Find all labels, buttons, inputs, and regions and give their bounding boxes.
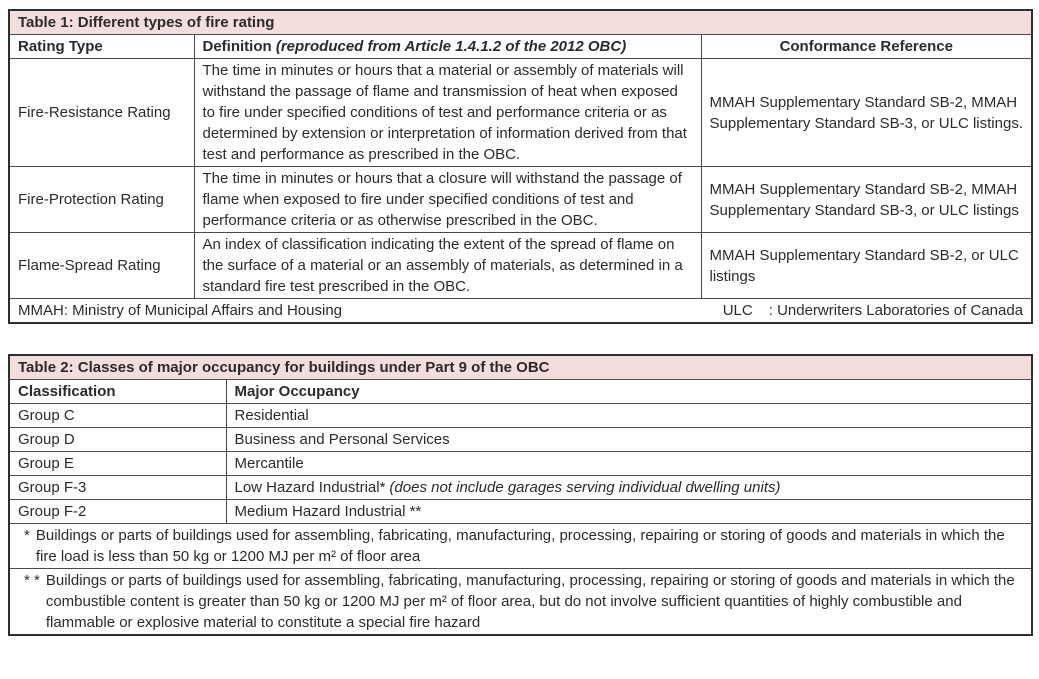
table-row bbox=[9, 404, 1032, 428]
table1-header-definition bbox=[194, 35, 701, 59]
table1-footer-cell bbox=[9, 299, 1032, 324]
table1-title: Table 1: Different types of fire rating bbox=[9, 10, 1032, 35]
mmah-abbreviation: MMAH: Ministry of Municipal Affairs and Housing bbox=[18, 302, 343, 319]
ulc-text: : Underwriters Laboratories of Canada bbox=[768, 302, 1024, 319]
rating-type-cell: Flame-Spread Rating bbox=[9, 233, 194, 299]
footnote-row bbox=[9, 524, 1032, 569]
conformance-cell: MMAH Supplementary Standard SB-2, MMAH Supplementary Standard SB-3, or ULC listings. bbox=[701, 59, 1032, 167]
footnote-1-cell bbox=[9, 524, 1032, 569]
occupancy-cell bbox=[226, 476, 1032, 500]
occupancy-text: Low Hazard Industrial* bbox=[234, 479, 386, 496]
conformance-cell: MMAH Supplementary Standard SB-2, MMAH Supplementary Standard SB-3, or ULC listings bbox=[701, 167, 1032, 233]
table-row bbox=[9, 476, 1032, 500]
footnote-2-text: Buildings or parts of buildings used for assembling, fabricating, manufacturing, processing, repairing or storing of goods and materials in which the combustible content is greater than 50 kg or 1200 MJ per m² of floor area, but do not involve sufficient quantities of highly combustible and flammable or explosive material to constitute a special fire hazard bbox=[45, 572, 1015, 631]
table-row bbox=[9, 167, 1032, 233]
classification-cell: Group C bbox=[9, 404, 226, 428]
definition-cell: An index of classification indicating the extent of the spread of flame on the surface of a material or an assembly of materials, as determined in a standard fire test prescribed in the OBC. bbox=[194, 233, 701, 299]
conformance-cell: MMAH Supplementary Standard SB-2, or ULC listings bbox=[701, 233, 1032, 299]
occupancy-cell bbox=[226, 428, 1032, 452]
table1-header-row bbox=[9, 35, 1032, 59]
definition-header-note: (reproduced from Article 1.4.1.2 of the 2012 OBC) bbox=[275, 38, 627, 55]
table-row bbox=[9, 428, 1032, 452]
occupancy-text: Mercantile bbox=[234, 455, 304, 472]
table1-header-conformance: Conformance Reference bbox=[701, 35, 1032, 59]
definition-header-label: Definition bbox=[202, 38, 272, 55]
fire-rating-table bbox=[8, 9, 1033, 324]
table-row bbox=[9, 59, 1032, 167]
footnote-1-text: Buildings or parts of buildings used for assembling, fabricating, manufacturing, processing, repairing or storing of goods and materials in which the fire load is less than 50 kg or 1200 MJ per m² of floor area bbox=[35, 527, 1005, 565]
occupancy-cell bbox=[226, 452, 1032, 476]
table2-header-classification: Classification bbox=[9, 380, 226, 404]
table2-title-row bbox=[9, 355, 1032, 380]
table-row bbox=[9, 500, 1032, 524]
occupancy-text: Residential bbox=[234, 407, 309, 424]
rating-type-cell: Fire-Protection Rating bbox=[9, 167, 194, 233]
ulc-label: ULC bbox=[722, 302, 753, 319]
footnote-2-cell bbox=[9, 569, 1032, 636]
occupancy-classes-table bbox=[8, 354, 1033, 636]
occupancy-text: Business and Personal Services bbox=[234, 431, 450, 448]
occupancy-text: Medium Hazard Industrial ** bbox=[234, 503, 422, 520]
definition-cell: The time in minutes or hours that a closure will withstand the passage of flame when exposed to fire under specified conditions of test and performance criteria or as otherwise prescribed in the OBC. bbox=[194, 167, 701, 233]
occupancy-note: (does not include garages serving individual dwelling units) bbox=[389, 479, 781, 496]
footnote-1-marker: * bbox=[24, 527, 30, 544]
table1-header-rating-type: Rating Type bbox=[9, 35, 194, 59]
table-row bbox=[9, 452, 1032, 476]
occupancy-cell bbox=[226, 404, 1032, 428]
classification-cell: Group E bbox=[9, 452, 226, 476]
footnote-2-marker: * * bbox=[24, 572, 40, 589]
table2-header-row bbox=[9, 380, 1032, 404]
occupancy-cell bbox=[226, 500, 1032, 524]
table1-footer-row bbox=[9, 299, 1032, 324]
definition-cell: The time in minutes or hours that a material or assembly of materials will withstand the passage of flame and transmission of heat when exposed to fire under specified conditions of test and performance criteria or as determined by extension or interpretation of information derived from that test and performance as prescribed in the OBC. bbox=[194, 59, 701, 167]
classification-cell: Group D bbox=[9, 428, 226, 452]
classification-cell: Group F-2 bbox=[9, 500, 226, 524]
rating-type-cell: Fire-Resistance Rating bbox=[9, 59, 194, 167]
table2-title: Table 2: Classes of major occupancy for buildings under Part 9 of the OBC bbox=[9, 355, 1032, 380]
table2-header-occupancy: Major Occupancy bbox=[226, 380, 1032, 404]
table1-title-row bbox=[9, 10, 1032, 35]
table-gap bbox=[8, 324, 1031, 354]
footnote-row bbox=[9, 569, 1032, 636]
classification-cell: Group F-3 bbox=[9, 476, 226, 500]
ulc-abbreviation bbox=[723, 300, 1023, 321]
table-row bbox=[9, 233, 1032, 299]
